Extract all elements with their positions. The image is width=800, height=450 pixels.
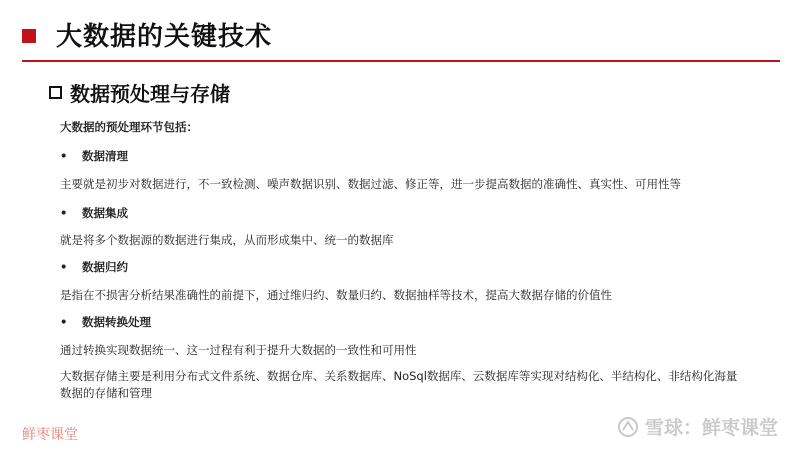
watermark-xueqiu-text: 雪球：鲜枣课堂 xyxy=(644,417,778,439)
section-checkbox-icon xyxy=(49,86,62,99)
watermark-brand: 鲜枣课堂 xyxy=(22,427,78,443)
bullet-title: 数据归约 xyxy=(82,260,128,274)
title-divider xyxy=(22,60,780,62)
bullet-item-integration xyxy=(60,205,128,221)
bullet-dot: • xyxy=(60,260,68,274)
watermark-xueqiu xyxy=(617,413,778,440)
bullet-desc: 是指在不损害分析结果准确性的前提下，通过维归约、数量归约、数据抽样等技术，提高大数据存储的价值性 xyxy=(60,288,612,302)
bullet-desc: 就是将多个数据源的数据进行集成，从而形成集中、统一的数据库 xyxy=(60,233,394,247)
bullet-title: 数据清理 xyxy=(82,149,128,163)
storage-text-line1: 大数据存储主要是利用分布式文件系统、数据仓库、关系数据库、NoSql数据库、云数据库等实现对结构化、半结构化、非结构化海量 xyxy=(60,369,738,383)
slide-header xyxy=(0,0,800,64)
title-marker xyxy=(22,29,36,43)
bullet-item-reduction xyxy=(60,259,128,275)
section-title: 数据预处理与存储 xyxy=(70,82,230,106)
bullet-dot: • xyxy=(60,149,68,163)
intro-text: 大数据的预处理环节包括： xyxy=(60,120,198,134)
bullet-desc: 通过转换实现数据统一、这一过程有利于提升大数据的一致性和可用性 xyxy=(60,343,417,357)
storage-text-line2: 数据的存储和管理 xyxy=(60,386,152,400)
bullet-desc: 主要就是初步对数据进行，不一致检测、噪声数据识别、数据过滤、修正等，进一步提高数据的准确性、真实性、可用性等 xyxy=(60,177,681,191)
xueqiu-logo-icon xyxy=(617,416,639,438)
bullet-dot: • xyxy=(60,206,68,220)
slide-title: 大数据的关键技术 xyxy=(56,22,273,52)
bullet-dot: • xyxy=(60,315,68,329)
bullet-item-transform xyxy=(60,314,151,330)
bullet-title: 数据转换处理 xyxy=(82,315,151,329)
bullet-item-cleaning xyxy=(60,148,128,164)
bullet-title: 数据集成 xyxy=(82,206,128,220)
